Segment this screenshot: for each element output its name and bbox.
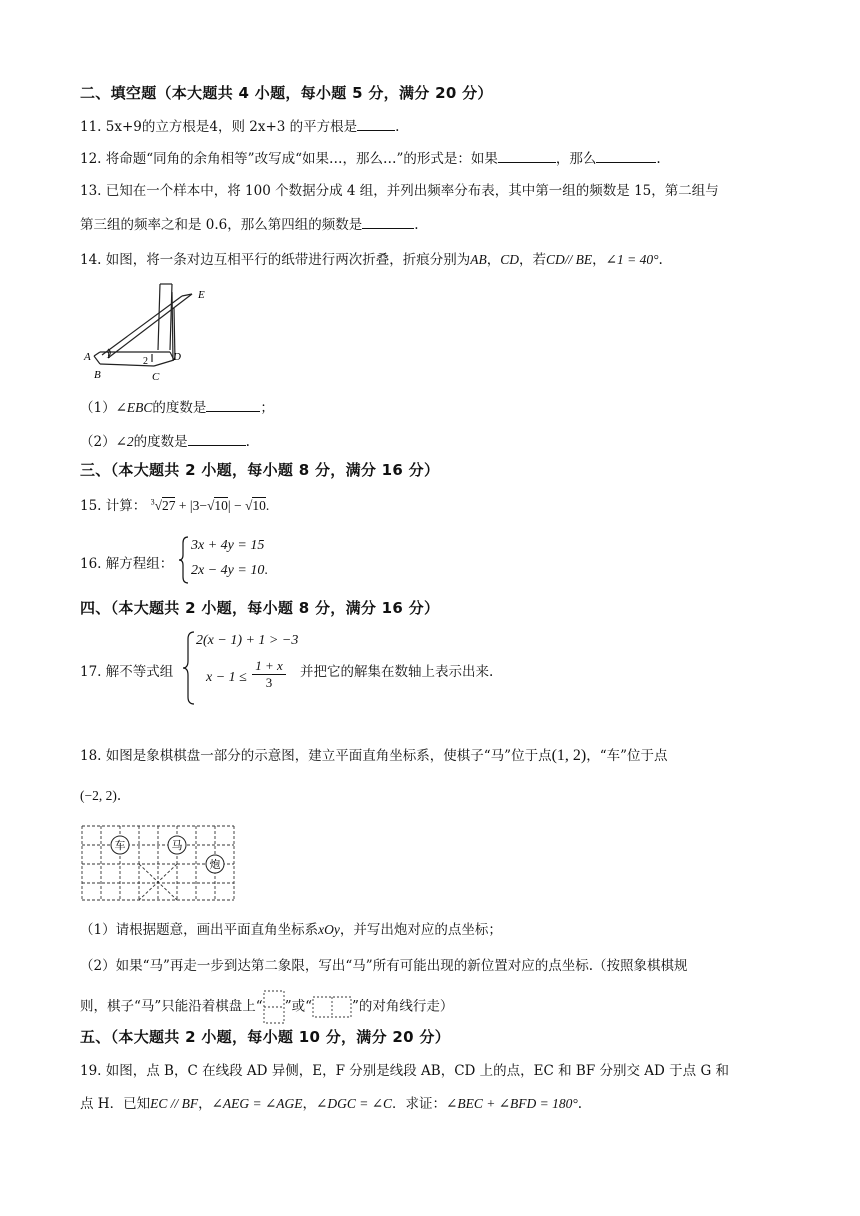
question-18-part2-line1: （2）如果“马”再走一步到达第二象限，写出“马”所有可能出现的新位置对应的点坐标.（按照象棋棋规 [80, 958, 688, 974]
q19-dot: ． [392, 1096, 406, 1112]
q18-text-b: ，“车”位于点 [586, 748, 668, 764]
q14-p2-prefix: （2） [80, 434, 116, 450]
q19-cond-2: ∠AEG = ∠AGE [211, 1096, 303, 1111]
radicand-10: 10 [214, 498, 228, 513]
minus-sign-2: − [233, 498, 242, 513]
section-heading-3: 三、（本大题共 2 小题，每小题 8 分，满分 16 分） [80, 461, 440, 479]
radicand-27: 27 [161, 498, 176, 513]
q18-p1-text: （1）请根据题意，画出平面直角坐标系 [80, 922, 319, 938]
q19-cond-3: ∠DGC = ∠C [316, 1096, 393, 1111]
q18-p2-text-c: ”的对角线行走） [352, 998, 454, 1015]
q19-end: . [577, 1096, 583, 1112]
q18-xoy: xOy [318, 922, 340, 937]
question-18-part2-line2 [80, 990, 453, 1024]
q19-sep-1: ， [198, 1096, 212, 1112]
q11-text: 11. 5x+9的立方根是4，则 2x+3 的平方根是 [80, 119, 358, 135]
question-18-line2 [80, 788, 121, 804]
label-d: D [173, 351, 181, 363]
q14-ab: AB [470, 252, 487, 267]
q14-p1-angle: ∠EBC [115, 400, 153, 415]
section-heading-4: 四、（本大题共 2 小题，每小题 8 分，满分 16 分） [80, 599, 440, 617]
q14-sep-2: ， [592, 252, 606, 268]
question-11 [80, 115, 399, 135]
plus-sign: + [178, 498, 187, 513]
abs-3: 3 [192, 498, 200, 513]
horizontal-move-box-icon [312, 996, 352, 1018]
q12-text-a: 12. 将命题“同角的余角相等”改写成“如果…，那么…”的形式是：如果 [80, 151, 498, 167]
fraction-numerator: 1 + x [252, 658, 286, 675]
question-13-line2 [80, 213, 419, 233]
q13-blank [362, 216, 414, 229]
q18-text: 18. 如图是象棋棋盘一部分的示意图，建立平面直角坐标系，使棋子“马”位于点 [80, 748, 552, 764]
q15-end: . [265, 498, 270, 513]
q12-blank-2 [596, 150, 656, 163]
q19-text-a: 点 H．已知 [80, 1096, 151, 1112]
label-angle-2: 2 [143, 356, 148, 367]
inequality-1: 2(x − 1) + 1 > −3 [196, 633, 299, 648]
radical-sign: √ [154, 498, 162, 513]
question-16-label: 16. 解方程组： [80, 556, 174, 572]
radical-sign-3: √ [244, 498, 253, 513]
q14-p1-text: 的度数是 [152, 400, 207, 416]
piece-ma [168, 836, 186, 854]
question-13-line1: 13. 已知在一个样本中，将 100 个数据分成 4 组，并列出频率分布表，其中第一组的频数是 15，第二组与 [80, 183, 719, 199]
question-15 [80, 494, 269, 514]
q12-text-b: ，那么 [555, 151, 597, 167]
che-label: 车 [114, 840, 126, 852]
q14-p2-end: . [245, 434, 250, 450]
q12-end: . [656, 151, 661, 167]
q19-prove: 求证： [405, 1096, 447, 1112]
vertical-move-box-icon [263, 990, 285, 1024]
q14-cd: CD [500, 252, 520, 267]
piece-che [111, 836, 129, 854]
q16-end: . [264, 563, 268, 578]
q18-p2-text-b: ”或“ [284, 998, 313, 1015]
label-c: C [152, 371, 160, 383]
label-e: E [198, 289, 205, 301]
inequality-brace [182, 630, 196, 706]
cube-root-index: 3 [150, 497, 155, 507]
q19-cond-1: EC // BF [150, 1096, 199, 1111]
system-brace [178, 535, 190, 585]
inequality-2-left: x − 1 ≤ [206, 670, 247, 685]
q18-end: . [116, 788, 122, 804]
radical-sign-2: √ [206, 498, 215, 513]
label-b: B [94, 369, 101, 381]
q18-p2-text-a: 则，棋子“马”只能沿着棋盘上“ [80, 998, 263, 1015]
pao-label: 炮 [209, 859, 221, 871]
question-19-line2 [80, 1092, 582, 1112]
q14-p2-angle: ∠2 [115, 434, 134, 449]
q11-end: . [395, 119, 400, 135]
abs-bar: | [189, 498, 193, 513]
q14-p1-prefix: （1） [80, 400, 116, 416]
eq2-text: 2x − 4y = 10 [191, 563, 265, 578]
q12-blank-1 [498, 150, 556, 163]
question-19-line1: 19. 如图，点 B，C 在线段 AD 异侧，E，F 分别是线段 AB，CD 上的点，EC 和 BF 分别交 AD 于点 G 和 [80, 1063, 730, 1079]
fraction-denominator: 3 [265, 675, 273, 690]
q14-end: . [658, 252, 663, 268]
q14-p2-text: 的度数是 [133, 434, 188, 450]
q14-p1-blank [206, 399, 260, 412]
q14-condition: CD// BE [546, 252, 593, 267]
question-18-part1 [80, 918, 502, 938]
question-14-part1 [80, 396, 274, 416]
q19-sep-2: ， [302, 1096, 317, 1112]
q18-ma-coordinate: (1, 2) [551, 747, 587, 764]
question-14 [80, 248, 663, 268]
q19-goal: ∠BEC + ∠BFD = 180° [446, 1096, 578, 1111]
q13-text: 第三组的频率之和是 0.6，那么第四组的频数是 [80, 217, 363, 233]
q18-che-coordinate: (−2, 2) [80, 788, 117, 803]
label-a: A [84, 351, 91, 363]
q14-sep: ， [486, 252, 501, 268]
section-heading-5: 五、（本大题共 2 小题，每小题 10 分，满分 20 分） [80, 1028, 451, 1046]
question-12 [80, 147, 661, 167]
piece-pao [206, 855, 224, 873]
section-heading-fill-in: 二、填空题（本大题共 4 小题，每小题 5 分，满分 20 分） [80, 84, 493, 102]
q11-answer-blank [357, 118, 395, 131]
inequality-fraction [252, 658, 286, 691]
q17-tail: 并把它的解集在数轴上表示出来. [300, 664, 494, 680]
chessboard-figure [80, 824, 236, 902]
q14-angle: ∠1 = 40° [605, 252, 659, 267]
paper-strip-figure [82, 280, 222, 384]
radicand-10-b: 10 [252, 498, 266, 513]
label-angle-1: 1 [106, 350, 111, 360]
q14-p2-blank [188, 433, 246, 446]
q15-expression [151, 498, 270, 513]
q18-p1-text-b: ，并写出炮对应的点坐标； [339, 922, 502, 938]
question-17-label: 17. 解不等式组 [80, 664, 174, 680]
q15-label: 15. 计算： [80, 498, 147, 514]
abs-bar-2: | [227, 498, 231, 513]
equation-1: 3x + 4y = 15 [191, 538, 265, 553]
q14-p1-end: ； [260, 400, 274, 416]
q13-end: . [414, 217, 419, 233]
ma-label: 马 [171, 840, 183, 852]
minus-sign: − [199, 498, 207, 513]
q14-text: 14. 如图，将一条对边互相平行的纸带进行两次折叠，折痕分别为 [80, 252, 471, 268]
question-18-line1 [80, 744, 668, 765]
equation-2 [191, 563, 268, 579]
question-14-part2 [80, 430, 250, 450]
q14-if: ，若 [519, 252, 547, 268]
